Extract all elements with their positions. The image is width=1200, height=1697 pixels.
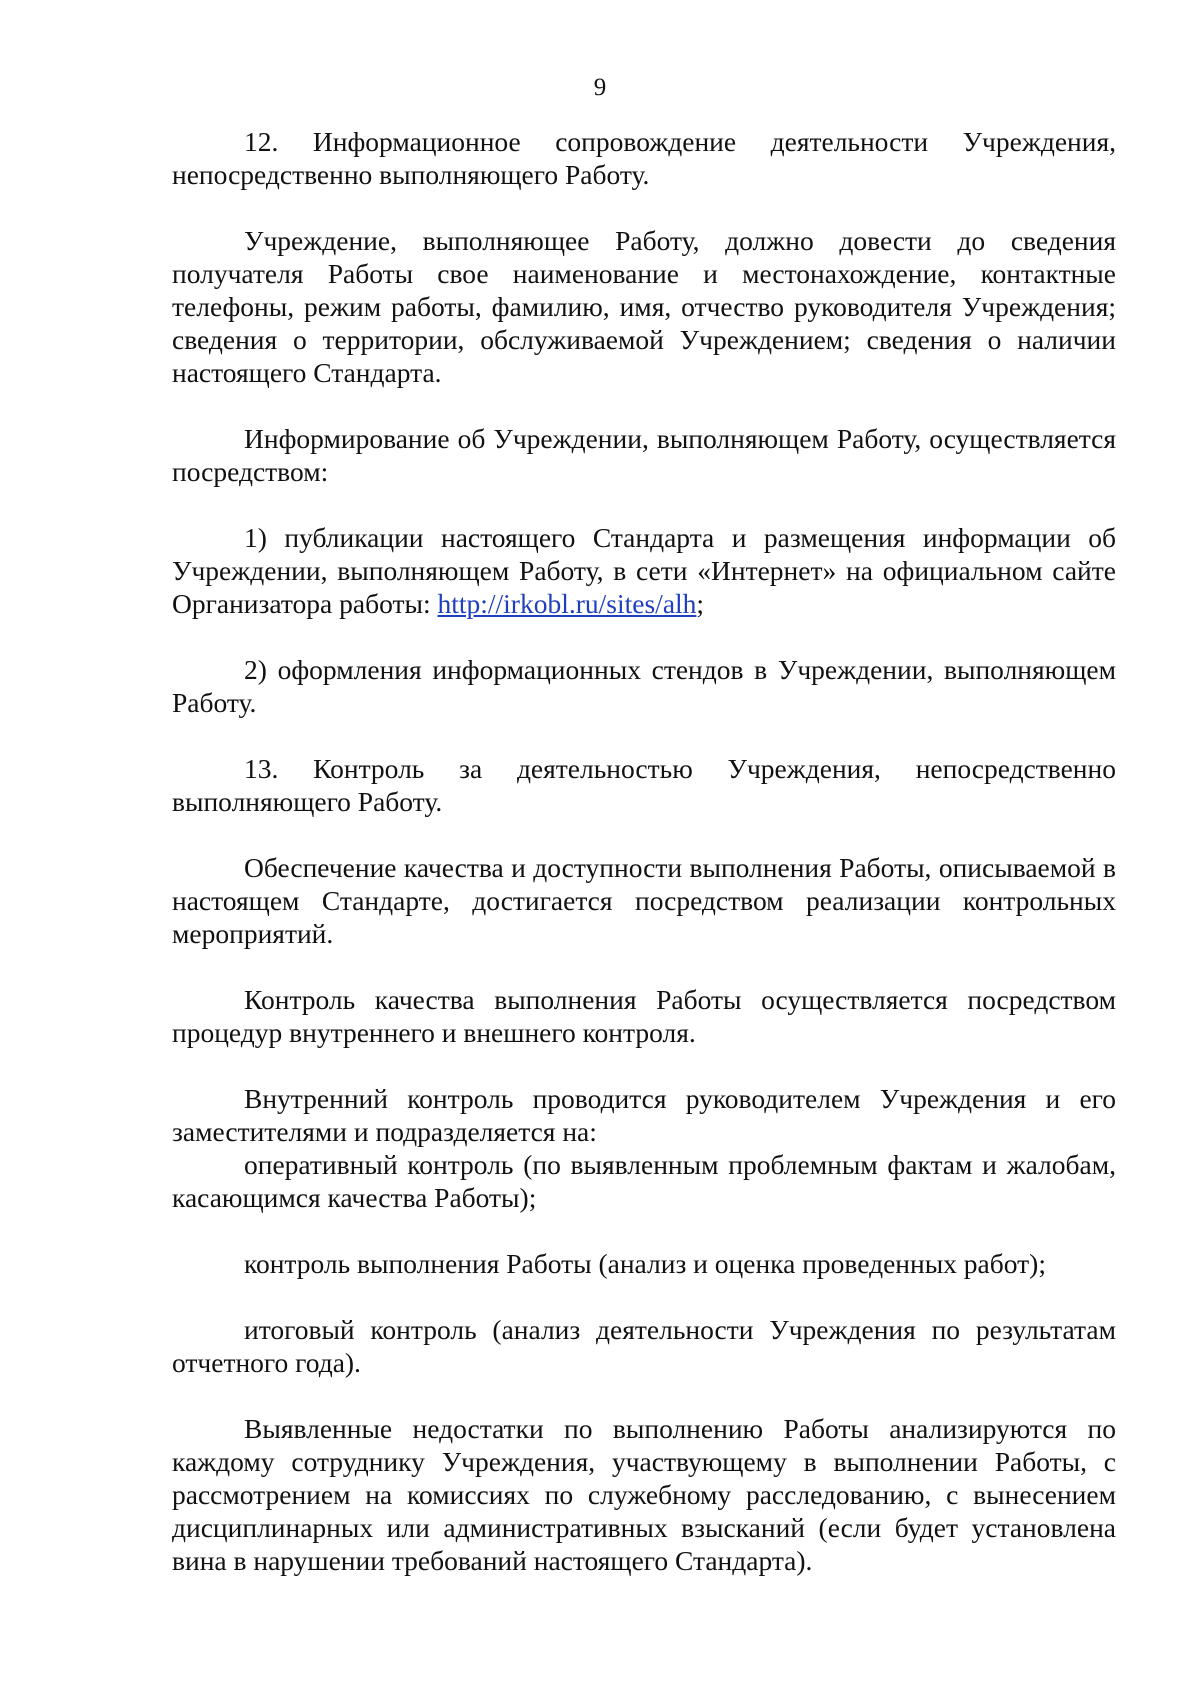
paragraph-control-procedures: Контроль качества выполнения Работы осуществляется посредством процедур внутреннего и внешнего контроля. xyxy=(172,984,1116,1048)
paragraph-information-requirements: Учреждение, выполняющее Работу, должно довести до сведения получателя Работы свое наименование и местонахождение, контактные телефоны, режим работы, фамилию, имя, отчество руководителя Учреждения; сведения о территории, обслуживаемой Учреждением; сведения о наличии настоящего Стандарта. xyxy=(172,225,1116,388)
section-12-heading: 12. Информационное сопровождение деятельности Учреждения, непосредственно выполняющего Работу. xyxy=(172,126,1116,190)
list-item-publication xyxy=(172,521,1116,620)
paragraph-internal-control: Внутренний контроль проводится руководителем Учреждения и его заместителями и подразделяется на: xyxy=(172,1083,1116,1147)
paragraph-execution-control: контроль выполнения Работы (анализ и оценка проведенных работ); xyxy=(244,1248,1046,1279)
paragraph-informing-means: Информирование об Учреждении, выполняющем Работу, осуществляется посредством: xyxy=(172,423,1116,487)
website-link[interactable]: http://irkobl.ru/sites/alh xyxy=(437,588,697,619)
paragraph-quality-assurance: Обеспечение качества и доступности выполнения Работы, описываемой в настоящем Стандарте, достигается посредством реализации контрольных мероприятий. xyxy=(172,852,1116,949)
section-13-heading: 13. Контроль за деятельностью Учреждения, непосредственно выполняющего Работу. xyxy=(172,753,1116,817)
list-item-stands: 2) оформления информационных стендов в Учреждении, выполняющем Работу. xyxy=(172,654,1116,718)
publication-text-end: ; xyxy=(696,588,705,619)
paragraph-final-control: итоговый контроль (анализ деятельности Учреждения по результатам отчетного года). xyxy=(172,1314,1116,1378)
page-number: 9 xyxy=(593,74,607,101)
paragraph-deficiencies: Выявленные недостатки по выполнению Работы анализируются по каждому сотруднику Учреждения, участвующему в выполнении Работы, с рассмотрением на комиссиях по служебному расследованию, с вынесением дисциплинарных или административных взысканий (если будет установлена вина в нарушении требований настоящего Стандарта). xyxy=(172,1413,1116,1576)
publication-text: 1) публикации настоящего Стандарта и размещения информации об Учреждении, выполняющем Работу, в сети «Интернет» на официальном сайте Организатора работы: xyxy=(172,522,1116,619)
document-body xyxy=(172,125,1116,1610)
paragraph-operative-control: оперативный контроль (по выявленным проблемным фактам и жалобам, касающимся качества Работы); xyxy=(172,1149,1116,1213)
